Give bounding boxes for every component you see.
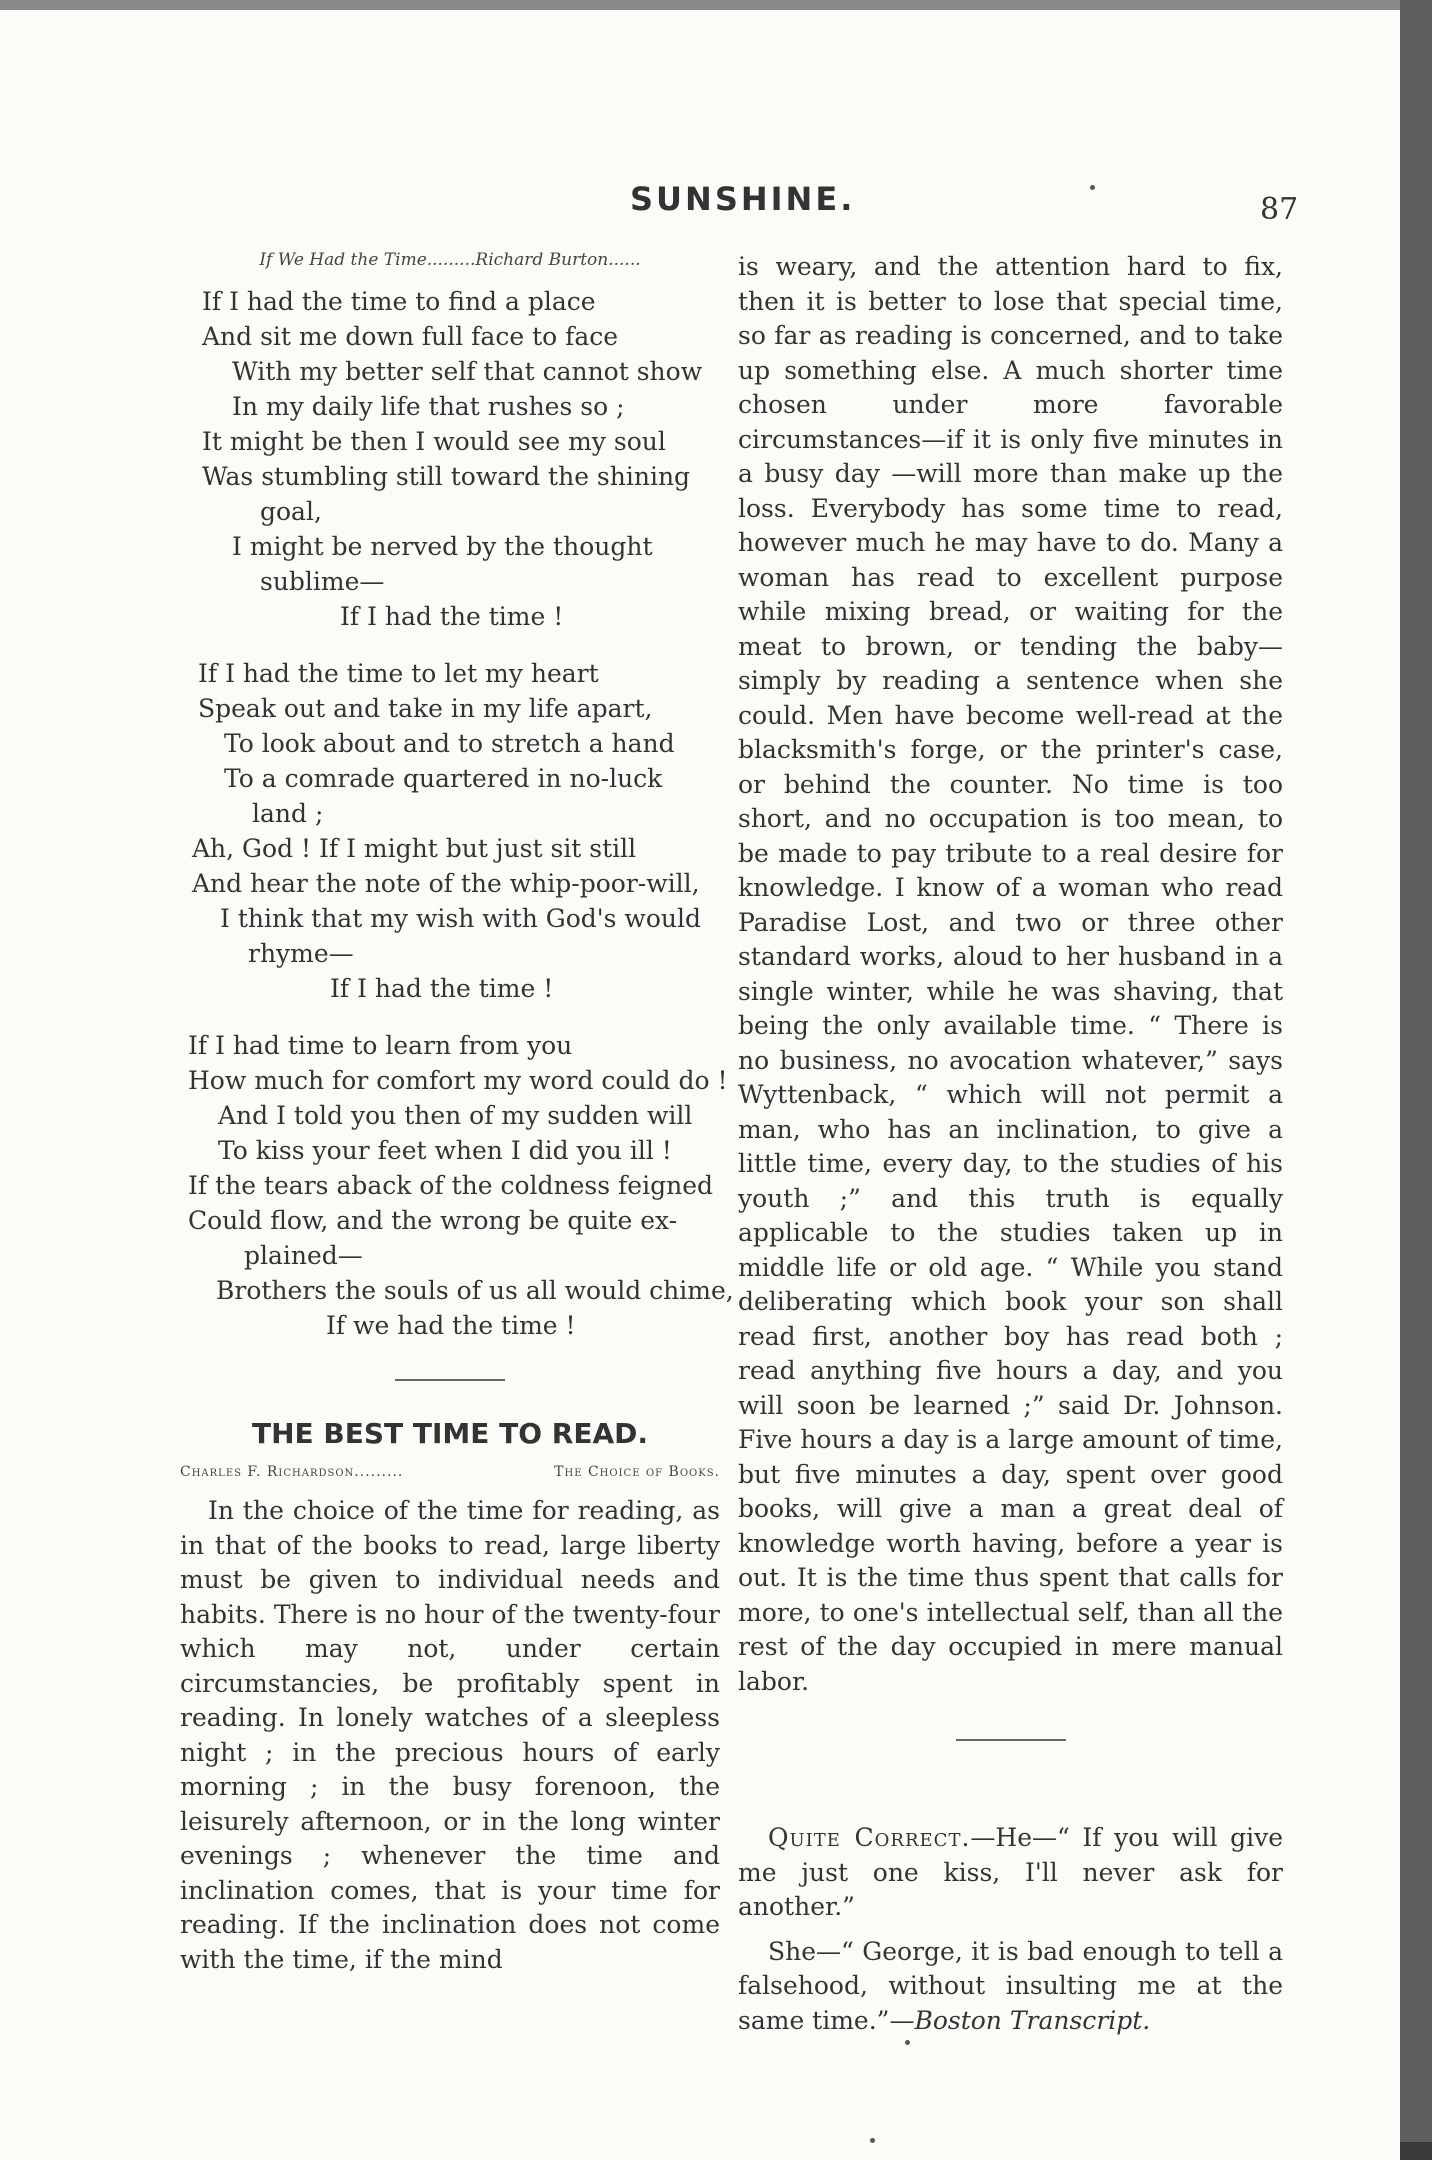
- document-page: [0, 10, 1400, 2160]
- poem-line: I think that my wish with God's would: [220, 904, 701, 933]
- poem-line: Brothers the souls of us all would chime,: [216, 1276, 734, 1305]
- section-divider: [956, 1739, 1066, 1741]
- poem-line: Speak out and take in my life apart,: [198, 694, 653, 723]
- section-divider: [395, 1379, 505, 1381]
- anecdote-text-2: She—“ George, it is bad enough to tell a falsehood, without insulting me at the same time.”—: [738, 1936, 1283, 2035]
- poem-line: In my daily life that rushes so ;: [232, 392, 625, 421]
- poem-stanza: [180, 284, 720, 634]
- article-book: The Choice of Books.: [554, 1464, 720, 1480]
- poem-line: To a comrade quartered in no-luck: [224, 764, 663, 793]
- poem-line: To kiss your feet when I did you ill !: [218, 1136, 672, 1165]
- anecdote: [738, 1821, 1283, 2038]
- poem-line: If I had the time to let my heart: [198, 659, 599, 688]
- article-heading: THE BEST TIME TO READ.: [251, 1417, 649, 1450]
- article-body-right: is weary, and the attention hard to fix, then it is better to lose that special time, so far as reading is concerned, and to take up something else. A much shorter time chosen under more favorable circumstances—if it is only five minutes in a busy day —will more than make up the loss. Everybody has some time to read, however much he may have to do. Many a woman has read to excellent purpose while mixing bread, or waiting for the meat to brown, or tending the baby—simply by reading a sentence when she could. Men have become well-read at the blacksmith's forge, or the printer's case, or behind the counter. No time is too short, and no occupation is too mean, to be made to pay tribute to a real desire for knowledge. I know of a woman who read Paradise Lost, and two or three other standard works, aloud to her husband in a single winter, while he was shaving, that being the only available time. “ There is no business, no avocation whatever,” says Wyttenback, “ which will not permit a man, who has an inclination, to give a little time, every day, to the studies of his youth ;” and this truth is equally applicable to the studies taken up in middle life or old age. “ While you stand deliberating which book your son shall read first, another boy has read both ; read anything five hours a day, and you will soon be learned ;” said Dr. Johnson. Five hours a day is a large amount of time, but five minutes a day, spent over good books, will give a man a great deal of knowledge worth having, before a year is out. It is the time thus spent that calls for more, to one's intellectual self, than all the rest of the day occupied in mere manual labor.: [738, 252, 1283, 1696]
- poem-line: Could flow, and the wrong be quite ex-: [188, 1206, 678, 1235]
- poem-line: If I had the time to find a place: [202, 287, 596, 316]
- poem-line: Ah, God ! If I might but just sit still: [192, 834, 637, 863]
- poem-line: goal,: [260, 497, 322, 526]
- left-column: [180, 250, 734, 1977]
- right-column: [738, 250, 1283, 2048]
- anecdote-credit: Boston Transcript.: [914, 2005, 1151, 2035]
- poem-line: Was stumbling still toward the shining: [202, 462, 691, 491]
- article-body-left: In the choice of the time for reading, as in that of the books to read, large liberty must be given to individual needs and habits. There is no hour of the twenty-four which may not, under certain circumstancies, be profitably spent in reading. In lonely watches of a sleepless night ; in the precious hours of early morning ; in the busy forenoon, the leisurely afternoon, or in the long winter evenings ; whenever the time and inclination comes, that is your time for reading. If the inclination does not come with the time, if the mind: [180, 1496, 720, 1974]
- poem-line: If I had the time !: [340, 602, 564, 631]
- anecdote-paragraph-2: [738, 1935, 1283, 2039]
- scan-edge-right: [1400, 0, 1432, 2160]
- anecdote-title: Quite Correct.: [768, 1823, 971, 1852]
- poem-line: With my better self that cannot show: [232, 357, 703, 386]
- poem-line: And I told you then of my sudden will: [218, 1101, 693, 1130]
- scan-speck: [870, 2138, 875, 2143]
- poem-line: It might be then I would see my soul: [202, 427, 666, 456]
- poem-line: land ;: [252, 799, 324, 828]
- poem-line: If I had time to learn from you: [188, 1031, 573, 1060]
- poem-line: I might be nerved by the thought: [232, 532, 653, 561]
- poem-line: sublime—: [260, 567, 385, 596]
- article-author: Charles F. Richardson.........: [180, 1464, 404, 1480]
- page-number: 87: [1260, 192, 1299, 227]
- poem-line: If I had the time !: [330, 974, 554, 1003]
- poem-line: rhyme—: [248, 939, 354, 968]
- poem-line: plained—: [244, 1241, 363, 1270]
- poem-line: And sit me down full face to face: [202, 322, 619, 351]
- poem-stanza: [180, 1028, 734, 1343]
- poem-line: If we had the time !: [326, 1311, 576, 1340]
- poem-line: If the tears aback of the coldness feigned: [188, 1171, 713, 1200]
- anecdote-text-1: —He—“ If you will give me just one kiss, I'll never ask for another.”: [738, 1823, 1283, 1921]
- article-byline: [180, 1464, 720, 1480]
- scan-speck: [1090, 185, 1095, 190]
- anecdote-paragraph-1: [738, 1821, 1283, 1925]
- scan-speck: [905, 2040, 910, 2045]
- poem-source: If We Had the Time.........Richard Burton......: [259, 250, 641, 270]
- poem-line: And hear the note of the whip-poor-will,: [192, 869, 700, 898]
- poem-line: To look about and to stretch a hand: [224, 729, 675, 758]
- running-header: SUNSHINE.: [630, 180, 856, 218]
- poem-line: How much for comfort my word could do !: [188, 1066, 728, 1095]
- poem-stanza: [180, 656, 720, 1006]
